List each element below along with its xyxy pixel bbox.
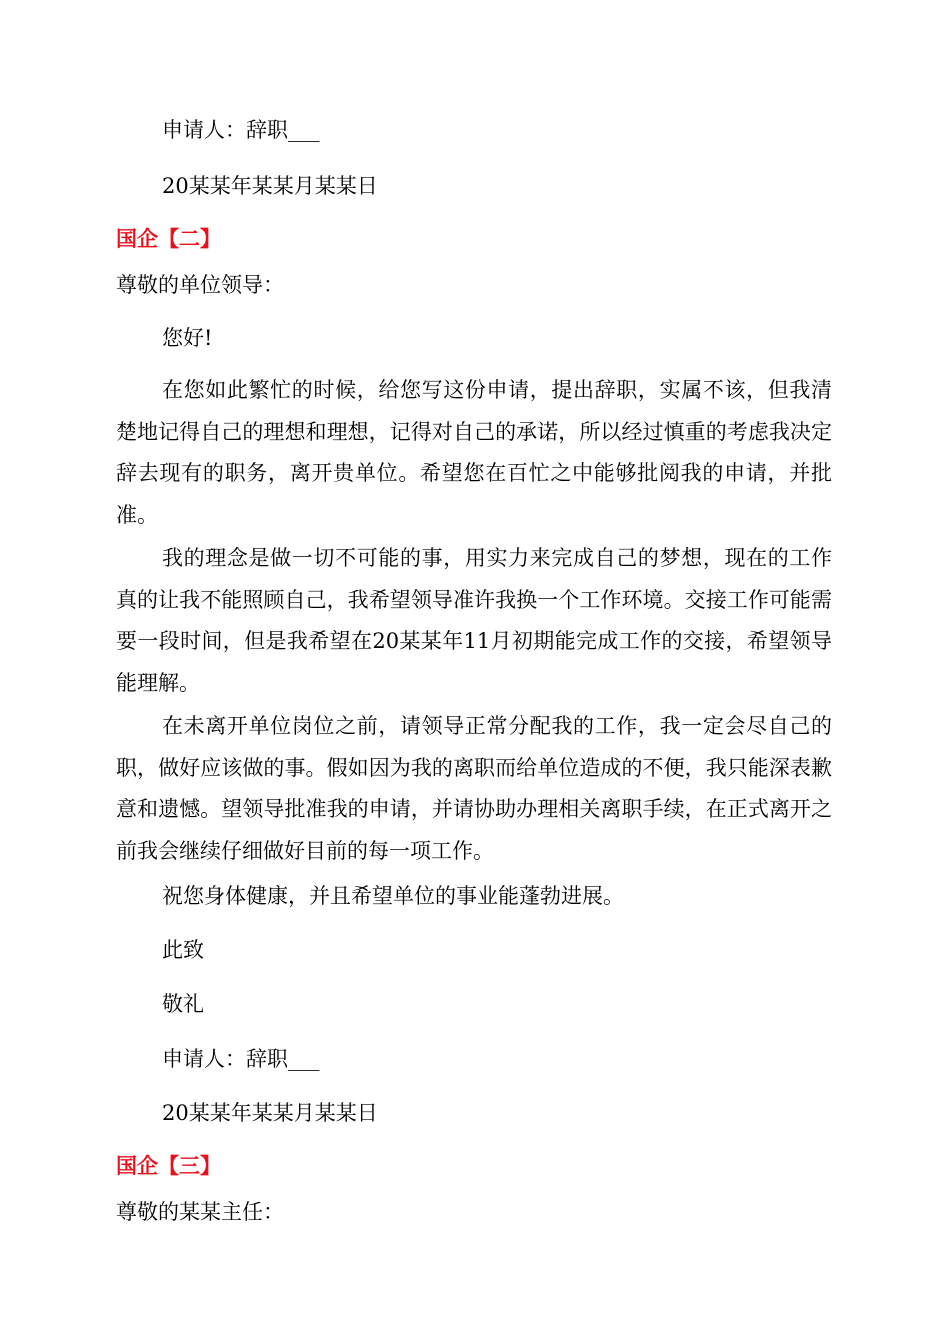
greeting-2: 您好! [162, 326, 213, 350]
section-heading-3: 国企【三】 [116, 1154, 221, 1178]
date-line-2: 20某某年某某月某某日 [162, 1101, 378, 1125]
applicant-line-2: 申请人：辞职___ [162, 1047, 320, 1071]
salutation-3: 尊敬的某某主任： [116, 1200, 284, 1224]
closing-line-1: 此致 [162, 938, 204, 962]
section-heading-2: 国企【二】 [116, 227, 221, 251]
salutation-2: 尊敬的单位领导： [116, 273, 284, 297]
paragraph-3: 在未离开单位岗位之前，请领导正常分配我的工作，我一定会尽自己的职，做好应该做的事。假如因为我的离职而给单位造成的不便，我只能深表歉意和遗憾。望领导批准我的申请，并请协助办理相关离职手续，在正式离开之前我会继续仔细做好目前的每一项工作。 [116, 714, 832, 863]
applicant-line-1: 申请人：辞职___ [162, 118, 320, 142]
wish-line: 祝您身体健康，并且希望单位的事业能蓬勃进展。 [162, 884, 624, 908]
paragraph-1: 在您如此繁忙的时候，给您写这份申请，提出辞职，实属不该，但我清楚地记得自己的理想和理想，记得对自己的承诺，所以经过慎重的考虑我决定辞去现有的职务，离开贵单位。希望您在百忙之中能够批阅我的申请，并批准。 [116, 378, 832, 527]
paragraph-2: 我的理念是做一切不可能的事，用实力来完成自己的梦想，现在的工作真的让我不能照顾自己，我希望领导准许我换一个工作环境。交接工作可能需要一段时间，但是我希望在20某某年11月初期能完成工作的交接，希望领导能理解。 [116, 546, 832, 695]
date-line-1: 20某某年某某月某某日 [162, 174, 378, 198]
closing-line-2: 敬礼 [162, 992, 204, 1016]
